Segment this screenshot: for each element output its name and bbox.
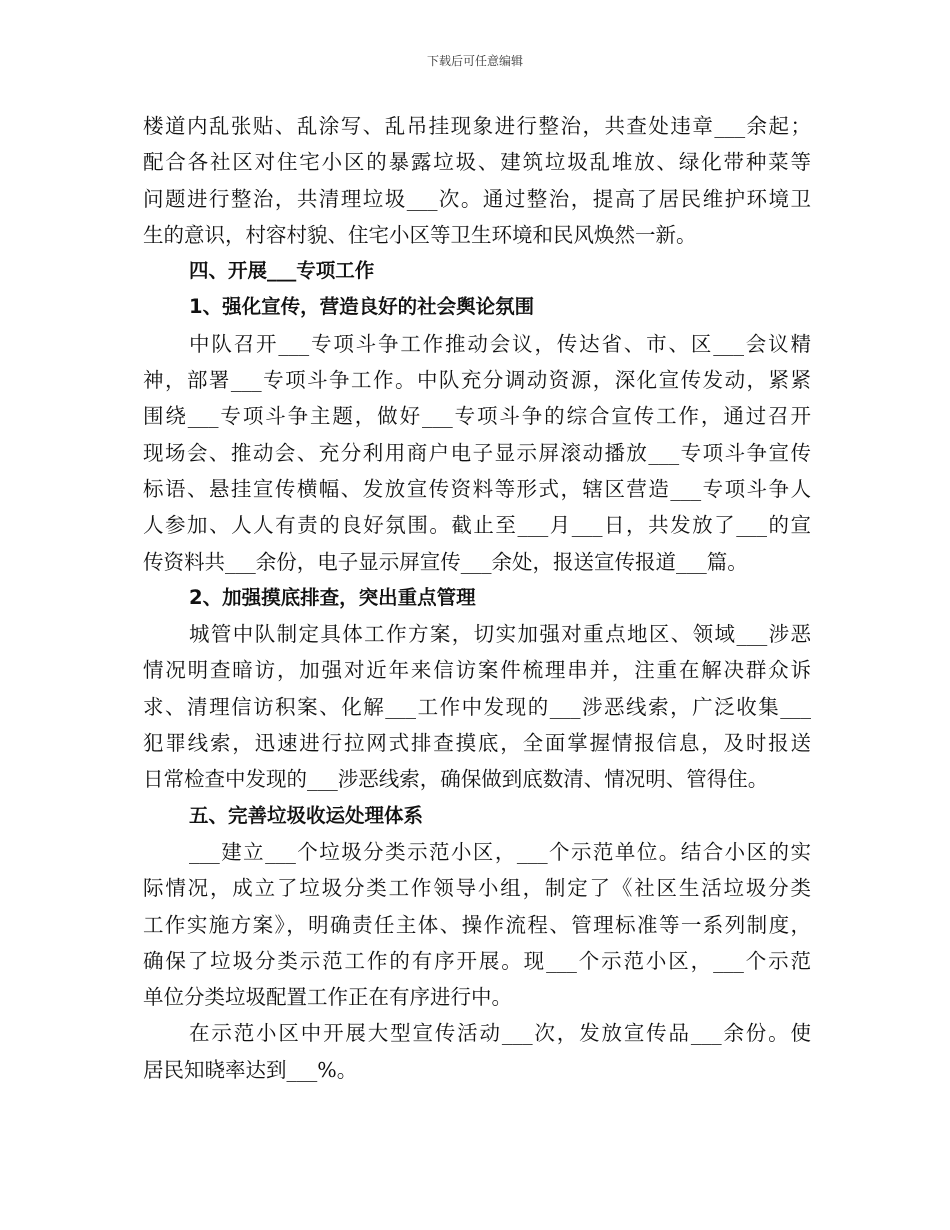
paragraph-line: 标语、悬挂宣传横幅、发放宣传资料等形式，辖区营造___专项斗争人: [143, 476, 811, 501]
paragraph-line: 犯罪线索，迅速进行拉网式排查摸底，全面掌握情报信息，及时报送: [143, 731, 811, 756]
paragraph-line: 单位分类垃圾配置工作正在有序进行中。: [143, 985, 512, 1010]
paragraph-line: 楼道内乱张贴、乱涂写、乱吊挂现象进行整治，共查处违章___余起；: [143, 114, 811, 138]
paragraph-line: 中队召开___专项斗争工作推动会议，传达省、市、区___会议精: [189, 331, 811, 356]
paragraph-line: 日常检查中发现的___涉恶线索，确保做到底数清、情况明、管得住。: [143, 767, 769, 792]
section-heading: 2、加强摸底排查，突出重点管理: [189, 585, 476, 609]
paragraph-line: 围绕___专项斗争主题，做好___专项斗争的综合宣传工作，通过召开: [143, 404, 811, 429]
section-heading: 五、完善垃圾收运处理体系: [189, 803, 424, 827]
paragraph-line: 人参加、人人有责的良好氛围。截止至___月___日，共发放了___的宣: [143, 513, 811, 538]
page-header-note: 下载后可任意编辑: [426, 54, 523, 68]
paragraph-line: 情况明查暗访，加强对近年来信访案件梳理串并，注重在解决群众诉: [143, 658, 811, 683]
paragraph-line: 现场会、推动会、充分利用商户电子显示屏滚动播放___专项斗争宣传: [143, 440, 811, 465]
paragraph-line: 生的意识，村容村貌、住宅小区等卫生环境和民风焕然一新。: [143, 222, 697, 247]
paragraph-line: 在示范小区中开展大型宣传活动___次，发放宣传品___余份。使: [189, 1021, 811, 1046]
paragraph-line: ___建立___个垃圾分类示范小区，___个示范单位。结合小区的实: [189, 839, 811, 864]
paragraph-line: 问题进行整治，共清理垃圾___次。通过整治，提高了居民维护环境卫: [143, 186, 811, 211]
paragraph-line: 确保了垃圾分类示范工作的有序开展。现___个示范小区，___个示范: [143, 948, 811, 973]
paragraph-line: 居民知晓率达到___%。: [143, 1057, 358, 1082]
paragraph-line: 工作实施方案》，明确责任主体、操作流程、管理标准等一系列制度，: [143, 912, 811, 937]
paragraph-line: 神，部署___专项斗争工作。中队充分调动资源，深化宣传发动，紧紧: [143, 368, 811, 393]
paragraph-line: 配合各社区对住宅小区的暴露垃圾、建筑垃圾乱堆放、绿化带种菜等: [143, 150, 811, 175]
paragraph-line: 求、清理信访积案、化解___工作中发现的___涉恶线索，广泛收集___: [143, 694, 811, 719]
paragraph-line: 传资料共___余份，电子显示屏宣传___余处，报送宣传报道___篇。: [143, 549, 748, 574]
section-heading: 四、开展___专项工作: [189, 259, 375, 283]
paragraph-line: 城管中队制定具体工作方案，切实加强对重点地区、领域___涉恶: [189, 622, 811, 647]
document-body: [143, 108, 811, 1088]
paragraph-line: 际情况，成立了垃圾分类工作领导小组，制定了《社区生活垃圾分类: [143, 876, 811, 901]
section-heading: 1、强化宣传，营造良好的社会舆论氛围: [189, 295, 535, 319]
